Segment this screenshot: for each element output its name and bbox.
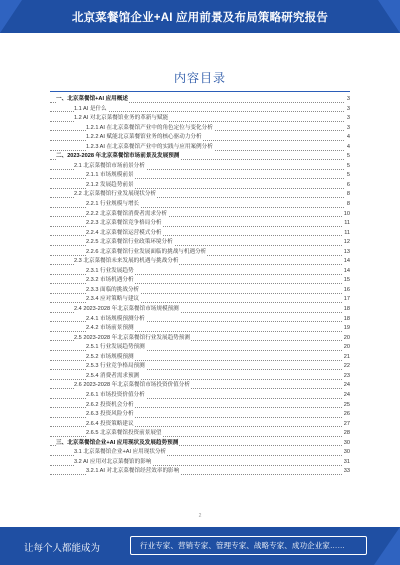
toc-entry-label: 2.1 北京菜餐馆市场前景分析 — [74, 162, 146, 172]
toc-entry[interactable] — [50, 295, 350, 305]
toc-entry-page: 3 — [346, 105, 350, 115]
toc-entry[interactable] — [50, 458, 350, 468]
toc-entry[interactable] — [50, 353, 350, 363]
toc-entry-page: 5 — [346, 162, 350, 172]
toc-entry-label: 2.6.2 投资机会分析 — [86, 401, 135, 411]
toc-entry[interactable] — [50, 267, 350, 277]
toc-entry-label: 2.2.4 北京菜餐馆运营模式分析 — [86, 229, 163, 239]
toc-entry-label: 2.2.1 行业规模与增长 — [86, 200, 140, 210]
toc-entry-page: 5 — [346, 171, 350, 181]
toc-entry[interactable] — [50, 429, 350, 439]
toc-entry-page: 17 — [343, 295, 350, 305]
toc-entry[interactable] — [50, 171, 350, 181]
toc-entry-label: 3.1 北京菜餐馆企业+AI 应用现状分析 — [74, 448, 167, 458]
toc-entry-label: 2.5 2023-2028 年北京菜餐馆行业发展趋势预测 — [74, 334, 191, 344]
toc-entry-label: 2.3.3 面临的挑战分析 — [86, 286, 140, 296]
toc-entry-page: 27 — [343, 420, 350, 430]
toc-entry-page: 19 — [343, 324, 350, 334]
toc-entry[interactable] — [50, 105, 350, 115]
toc-entry[interactable] — [50, 305, 350, 315]
toc-entry-label: 2.5.1 行业发展趋势预测 — [86, 343, 146, 353]
toc-entry-label: 2.4 2023-2028 年北京菜餐馆市场规模预测 — [74, 305, 180, 315]
toc-entry-label: 2.3.4 应对策略与建议 — [86, 295, 140, 305]
toc-entry-label: 二、2023-2028 年北京菜餐馆市场前景及发展预测 — [56, 152, 180, 162]
toc-entry-page: 20 — [343, 343, 350, 353]
toc-entry-label: 2.4.1 市场规模预测分析 — [86, 315, 146, 325]
toc-entry-label: 2.5.2 市场规模预测 — [86, 353, 135, 363]
toc-entry-label: 2.4.2 市场前景预测 — [86, 324, 135, 334]
toc-entry-page: 31 — [343, 458, 350, 468]
toc-entry-page: 20 — [343, 334, 350, 344]
toc-entry-page: 21 — [343, 353, 350, 363]
toc-entry[interactable] — [50, 181, 350, 191]
footer-accent — [374, 527, 400, 565]
toc-entry-page: 16 — [343, 286, 350, 296]
toc-entry-label: 2.2.5 北京菜餐馆行业政策环境分析 — [86, 238, 174, 248]
toc-entry-page: 4 — [346, 133, 350, 143]
toc-entry-label: 1.2.2 AI 赋能北京菜餐馆业务的核心驱动力分析 — [86, 133, 203, 143]
toc-entry-page: 14 — [343, 257, 350, 267]
toc-entry[interactable] — [50, 391, 350, 401]
toc-entry-label: 2.6.3 投资风险分析 — [86, 410, 135, 420]
toc-entry-page: 3 — [346, 95, 350, 105]
toc-entry-label: 2.1.1 市场规模前景 — [86, 171, 135, 181]
toc-entry-label: 2.6 2023-2028 年北京菜餐馆市场投资价值分析 — [74, 381, 191, 391]
toc-entry-label: 2.3.1 行业发展趋势 — [86, 267, 135, 277]
toc-entry-label: 2.5.3 行业竞争格局预测 — [86, 362, 146, 372]
toc-entry[interactable] — [50, 439, 350, 449]
toc-entry-label: 1.2 AI 对北京菜餐馆业务的革新与赋能 — [74, 114, 169, 124]
toc-entry-page: 24 — [343, 391, 350, 401]
page-footer — [0, 527, 400, 565]
toc-entry[interactable] — [50, 372, 350, 382]
toc-entry-label: 2.6.4 投资策略建议 — [86, 420, 135, 430]
toc-entry-label: 2.2.3 北京菜餐馆竞争格局分析 — [86, 219, 163, 229]
toc-entry-label: 2.2.6 北京菜餐馆行业发展面临的挑战与机遇分析 — [86, 248, 207, 258]
toc-entry-label: 一、北京菜餐馆+AI 应用概述 — [56, 95, 129, 105]
toc-entry[interactable] — [50, 229, 350, 239]
toc-entry[interactable] — [50, 420, 350, 430]
toc-entry[interactable] — [50, 362, 350, 372]
toc-entry-label: 2.5.4 消费者需求预测 — [86, 372, 140, 382]
toc-entry-label: 3.2.1 AI 对北京菜餐馆经营效率的影响 — [86, 467, 180, 477]
toc-entry[interactable] — [50, 401, 350, 411]
toc-entry[interactable] — [50, 190, 350, 200]
toc-entry-page: 11 — [343, 229, 350, 239]
toc-entry[interactable] — [50, 114, 350, 124]
toc-entry[interactable] — [50, 238, 350, 248]
toc-divider — [50, 91, 350, 92]
toc-entry-page: 10 — [343, 210, 350, 220]
toc-entry[interactable] — [50, 162, 350, 172]
toc-entry-page: 18 — [343, 315, 350, 325]
toc-entry-page: 15 — [343, 276, 350, 286]
toc-entry-page: 23 — [343, 372, 350, 382]
toc-entry-page: 18 — [343, 305, 350, 315]
toc-entry[interactable] — [50, 219, 350, 229]
toc-entry-page: 3 — [346, 124, 350, 134]
toc-entry[interactable] — [50, 410, 350, 420]
toc-entry-label: 3.2 AI 应用对北京菜餐馆的影响 — [74, 458, 152, 468]
toc-entry-page: 30 — [343, 439, 350, 449]
toc-entry-label: 1.1 AI 是什么 — [74, 105, 108, 115]
toc-entry-page: 28 — [343, 429, 350, 439]
toc-entry[interactable] — [50, 152, 350, 162]
toc-entry-label: 2.6.1 市场投资价值分析 — [86, 391, 146, 401]
toc-entry-page: 13 — [343, 248, 350, 258]
toc-entry[interactable] — [50, 315, 350, 325]
toc-entry-label: 2.6.5 北京菜餐馆投资前景展望 — [86, 429, 163, 439]
toc-entry[interactable] — [50, 334, 350, 344]
toc-entry-page: 25 — [343, 401, 350, 411]
page-header — [0, 0, 400, 33]
toc-entry[interactable] — [50, 95, 350, 105]
toc-entry[interactable] — [50, 343, 350, 353]
toc-entry-page: 33 — [343, 467, 350, 477]
toc-entry[interactable] — [50, 200, 350, 210]
toc-entry-page: 24 — [343, 381, 350, 391]
toc-entry-page: 30 — [343, 448, 350, 458]
toc-entry[interactable] — [50, 133, 350, 143]
page-number: 2 — [198, 513, 202, 519]
table-of-contents — [50, 95, 350, 477]
toc-entry-page: 8 — [346, 200, 350, 210]
toc-entry[interactable] — [50, 257, 350, 267]
toc-entry-page: 6 — [346, 181, 350, 191]
toc-entry-page: 26 — [343, 410, 350, 420]
toc-entry-page: 11 — [343, 219, 350, 229]
toc-entry[interactable] — [50, 276, 350, 286]
toc-entry-label: 2.2.2 北京菜餐馆消费者需求分析 — [86, 210, 168, 220]
toc-entry-page: 14 — [343, 267, 350, 277]
toc-entry[interactable] — [50, 143, 350, 153]
toc-entry-label: 2.1.2 发展趋势前景 — [86, 181, 135, 191]
toc-entry[interactable] — [50, 381, 350, 391]
toc-entry[interactable] — [50, 448, 350, 458]
footer-slogan-roles: 行业专家、营销专家、管理专家、战略专家、成功企业家…… — [140, 541, 346, 550]
footer-slogan: 让每个人都能成为 — [24, 543, 101, 554]
toc-entry-label: 2.3 北京菜餐馆未来发展的机遇与挑战分析 — [74, 257, 179, 267]
toc-entry-page: 4 — [346, 143, 350, 153]
toc-entry-label: 三、北京菜餐馆企业+AI 应用现状及发展趋势预测 — [56, 439, 179, 449]
toc-entry[interactable] — [50, 124, 350, 134]
toc-entry[interactable] — [50, 210, 350, 220]
toc-entry-label: 2.2 北京菜餐馆行业发展现状分析 — [74, 190, 157, 200]
toc-entry[interactable] — [50, 467, 350, 477]
toc-entry[interactable] — [50, 286, 350, 296]
toc-entry[interactable] — [50, 248, 350, 258]
report-title: 北京菜餐馆企业+AI 应用前景及布局策略研究报告 — [71, 12, 329, 24]
toc-entry-page: 3 — [346, 114, 350, 124]
toc-entry-label: 2.3.2 市场机遇分析 — [86, 276, 135, 286]
toc-entry-page: 5 — [346, 152, 350, 162]
toc-entry-page: 22 — [343, 362, 350, 372]
toc-entry[interactable] — [50, 324, 350, 334]
toc-entry-label: 1.2.3 AI 在北京菜餐馆产业中的实践与应用案例分析 — [86, 143, 214, 153]
toc-entry-label: 1.2.1 AI 在北京菜餐馆产业中的角色定位与变化分析 — [86, 124, 214, 134]
toc-heading: 内容目录 — [173, 71, 226, 85]
toc-entry-page: 12 — [343, 238, 350, 248]
toc-entry-page: 8 — [346, 190, 350, 200]
